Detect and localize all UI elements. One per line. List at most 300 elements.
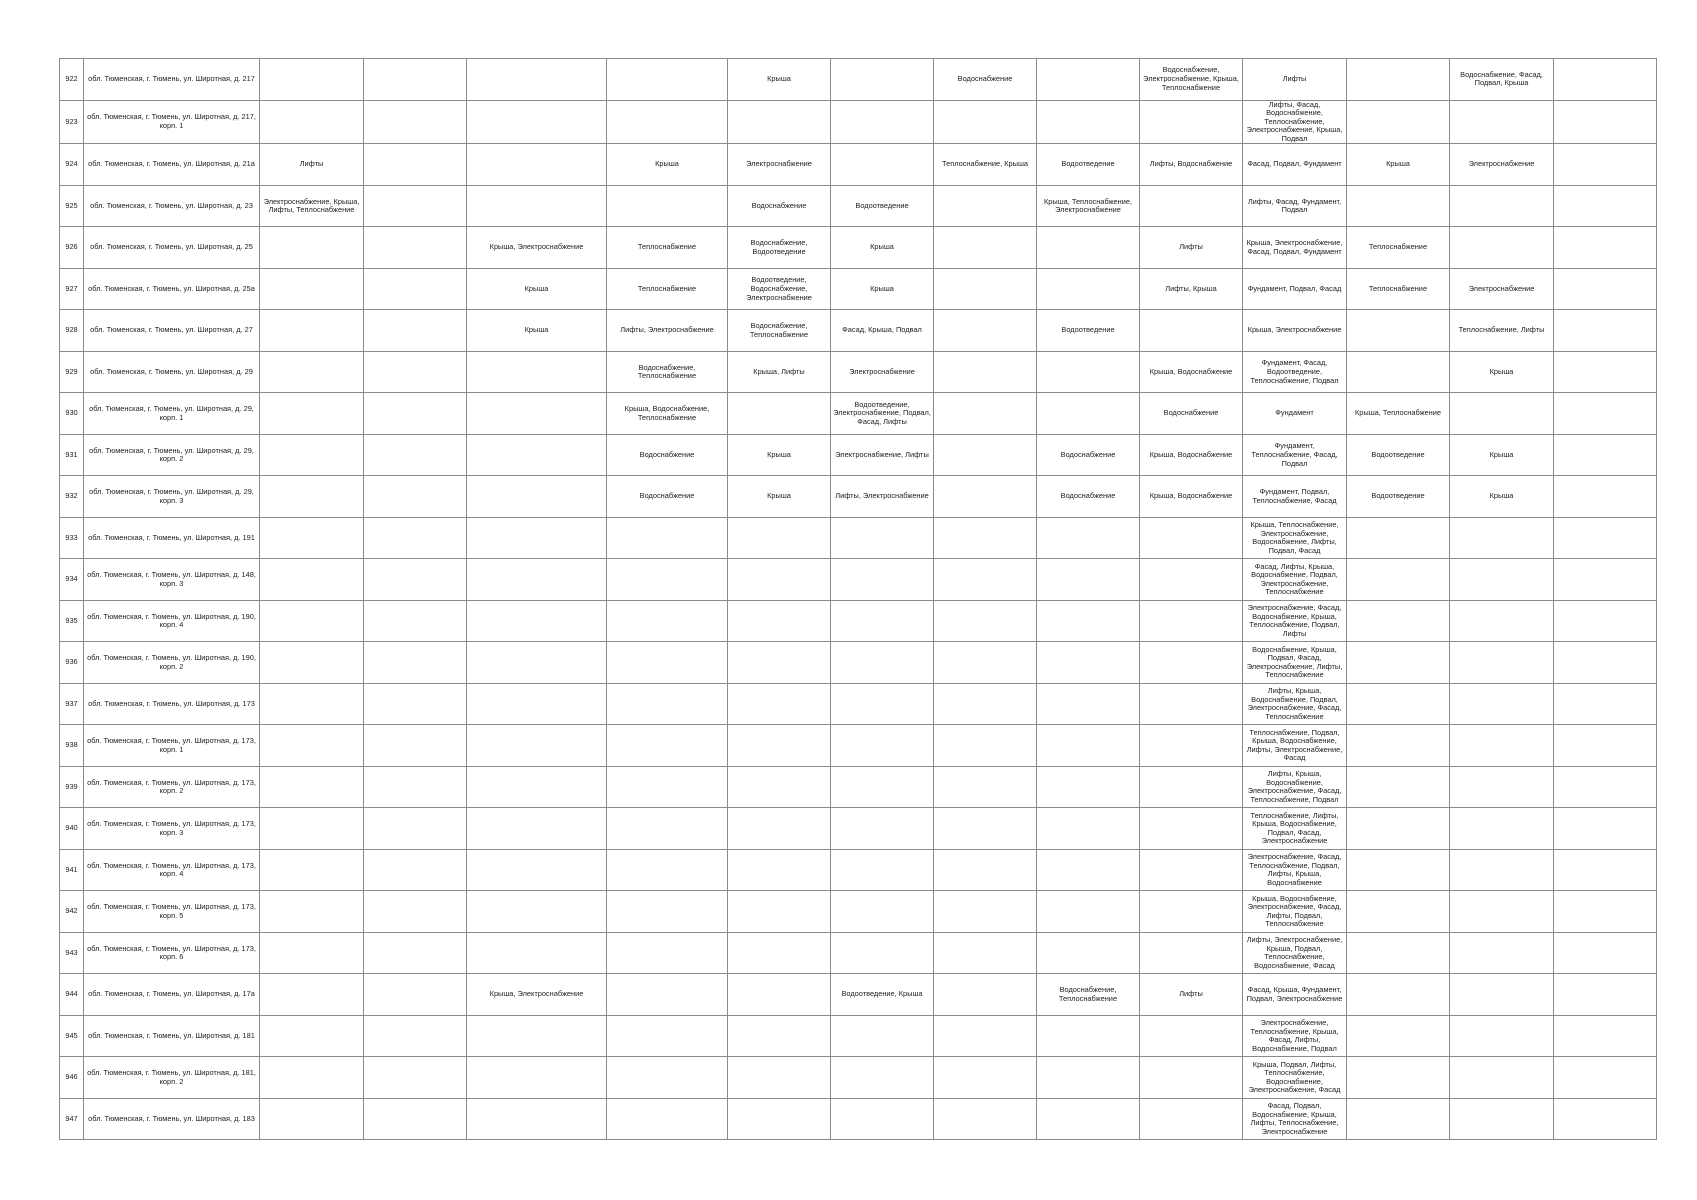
work-type-cell <box>934 849 1037 891</box>
work-type-cell: Водоснабжение <box>607 476 728 518</box>
work-type-cell <box>728 1098 831 1140</box>
work-type-cell <box>934 1015 1037 1057</box>
address-cell: обл. Тюменская, г. Тюмень, ул. Широтная, д. 29, корп. 2 <box>84 434 260 476</box>
work-type-cell <box>728 725 831 767</box>
work-type-cell <box>831 59 934 101</box>
work-type-cell <box>364 974 467 1016</box>
table-body <box>60 59 1657 1140</box>
work-type-cell <box>1037 808 1140 850</box>
work-type-cell <box>934 683 1037 725</box>
work-type-cell <box>260 1057 364 1099</box>
table-row <box>60 683 1657 725</box>
work-type-cell <box>1554 891 1657 933</box>
work-type-cell <box>1347 849 1450 891</box>
work-type-cell <box>1450 227 1554 269</box>
row-number-cell: 928 <box>60 310 84 352</box>
work-type-cell: Фундамент, Теплоснабжение, Фасад, Подвал <box>1243 434 1347 476</box>
work-type-cell <box>728 766 831 808</box>
work-type-cell: Лифты, Электроснабжение <box>607 310 728 352</box>
work-type-cell <box>364 476 467 518</box>
work-type-cell: Крыша <box>1450 434 1554 476</box>
work-type-cell <box>1140 1015 1243 1057</box>
work-type-cell <box>364 185 467 227</box>
row-number-cell: 924 <box>60 144 84 186</box>
work-type-cell: Теплоснабжение, Лифты, Крыша, Водоснабжение, Подвал, Фасад, Электроснабжение <box>1243 808 1347 850</box>
work-type-cell <box>260 600 364 642</box>
work-type-cell <box>934 1098 1037 1140</box>
work-type-cell <box>260 59 364 101</box>
work-type-cell: Фасад, Подвал, Водоснабжение, Крыша, Лифты, Теплоснабжение, Электроснабжение <box>1243 1098 1347 1140</box>
work-type-cell <box>467 144 607 186</box>
work-type-cell <box>364 808 467 850</box>
address-cell: обл. Тюменская, г. Тюмень, ул. Широтная, д. 25 <box>84 227 260 269</box>
work-type-cell <box>934 517 1037 559</box>
work-type-cell <box>1450 1015 1554 1057</box>
address-cell: обл. Тюменская, г. Тюмень, ул. Широтная, д. 29 <box>84 351 260 393</box>
work-type-cell <box>831 559 934 601</box>
row-number-cell: 930 <box>60 393 84 435</box>
address-cell: обл. Тюменская, г. Тюмень, ул. Широтная, д. 191 <box>84 517 260 559</box>
work-type-cell <box>607 100 728 144</box>
work-type-cell <box>1347 932 1450 974</box>
work-type-cell: Крыша, Подвал, Лифты, Теплоснабжение, Водоснабжение, Электроснабжение, Фасад <box>1243 1057 1347 1099</box>
address-cell: обл. Тюменская, г. Тюмень, ул. Широтная, д. 29, корп. 3 <box>84 476 260 518</box>
work-type-cell <box>607 642 728 684</box>
work-type-cell <box>260 559 364 601</box>
work-type-cell <box>607 766 728 808</box>
work-type-cell <box>728 1015 831 1057</box>
work-type-cell <box>1140 808 1243 850</box>
work-type-cell <box>1037 393 1140 435</box>
work-type-cell <box>1347 974 1450 1016</box>
work-type-cell <box>1037 683 1140 725</box>
work-type-cell <box>260 891 364 933</box>
work-type-cell <box>934 434 1037 476</box>
table-row <box>60 434 1657 476</box>
work-type-cell: Электроснабжение, Фасад, Водоснабжение, Крыша, Теплоснабжение, Подвал, Лифты <box>1243 600 1347 642</box>
work-type-cell: Электроснабжение, Крыша, Лифты, Теплоснабжение <box>260 185 364 227</box>
work-type-cell <box>1554 185 1657 227</box>
work-type-cell <box>1554 808 1657 850</box>
table-row <box>60 600 1657 642</box>
work-type-cell: Крыша, Электроснабжение <box>467 974 607 1016</box>
work-type-cell <box>1037 351 1140 393</box>
row-number-cell: 946 <box>60 1057 84 1099</box>
work-type-cell <box>1554 559 1657 601</box>
work-type-cell <box>1140 185 1243 227</box>
work-type-cell <box>1347 766 1450 808</box>
work-type-cell: Водоотведение <box>1037 144 1140 186</box>
work-type-cell: Крыша, Теплоснабжение <box>1347 393 1450 435</box>
work-type-cell <box>364 144 467 186</box>
work-type-cell <box>607 1098 728 1140</box>
work-type-cell <box>467 517 607 559</box>
work-type-cell <box>260 725 364 767</box>
work-type-cell <box>1554 600 1657 642</box>
row-number-cell: 942 <box>60 891 84 933</box>
work-type-cell: Лифты <box>1140 227 1243 269</box>
work-type-cell <box>467 1098 607 1140</box>
work-type-cell: Электроснабжение, Лифты <box>831 434 934 476</box>
work-type-cell <box>1037 932 1140 974</box>
work-type-cell <box>1450 559 1554 601</box>
work-type-cell: Теплоснабжение <box>1347 227 1450 269</box>
work-type-cell <box>1450 1098 1554 1140</box>
work-type-cell <box>364 517 467 559</box>
work-type-cell <box>364 1057 467 1099</box>
work-type-cell <box>934 100 1037 144</box>
work-type-cell: Фасад, Крыша, Фундамент, Подвал, Электроснабжение <box>1243 974 1347 1016</box>
work-type-cell <box>934 766 1037 808</box>
work-type-cell <box>934 393 1037 435</box>
work-type-cell <box>934 185 1037 227</box>
work-type-cell <box>1347 642 1450 684</box>
work-type-cell: Лифты, Водоснабжение <box>1140 144 1243 186</box>
table-row <box>60 144 1657 186</box>
work-type-cell <box>1554 683 1657 725</box>
work-type-cell <box>364 766 467 808</box>
work-type-cell: Теплоснабжение, Крыша <box>934 144 1037 186</box>
row-number-cell: 925 <box>60 185 84 227</box>
work-type-cell <box>260 517 364 559</box>
work-type-cell <box>364 725 467 767</box>
work-type-cell <box>934 932 1037 974</box>
table-row <box>60 1015 1657 1057</box>
work-type-cell: Лифты, Фасад, Фундамент, Подвал <box>1243 185 1347 227</box>
work-type-cell: Крыша, Водоснабжение <box>1140 351 1243 393</box>
work-type-cell <box>364 600 467 642</box>
work-type-cell <box>1037 59 1140 101</box>
work-type-cell: Водоснабжение <box>1037 434 1140 476</box>
work-type-cell <box>1140 725 1243 767</box>
table-row <box>60 1098 1657 1140</box>
address-cell: обл. Тюменская, г. Тюмень, ул. Широтная, д. 23 <box>84 185 260 227</box>
work-type-cell <box>1450 891 1554 933</box>
work-type-cell <box>1347 100 1450 144</box>
work-type-cell: Фундамент, Фасад, Водоотведение, Теплоснабжение, Подвал <box>1243 351 1347 393</box>
work-type-cell <box>1554 849 1657 891</box>
address-cell: обл. Тюменская, г. Тюмень, ул. Широтная, д. 173, корп. 2 <box>84 766 260 808</box>
row-number-cell: 922 <box>60 59 84 101</box>
table-row <box>60 59 1657 101</box>
table-row <box>60 227 1657 269</box>
work-type-cell <box>260 1098 364 1140</box>
address-cell: обл. Тюменская, г. Тюмень, ул. Широтная, д. 173, корп. 5 <box>84 891 260 933</box>
table-row <box>60 891 1657 933</box>
work-type-cell <box>1450 600 1554 642</box>
work-type-cell <box>728 849 831 891</box>
work-type-cell <box>1347 59 1450 101</box>
work-type-cell <box>467 1057 607 1099</box>
work-type-cell: Крыша, Водоснабжение, Теплоснабжение <box>607 393 728 435</box>
work-type-cell: Лифты <box>1243 59 1347 101</box>
work-type-cell <box>1140 766 1243 808</box>
work-type-cell <box>1347 310 1450 352</box>
work-type-cell <box>934 351 1037 393</box>
work-type-cell: Крыша <box>728 434 831 476</box>
work-type-cell <box>364 1098 467 1140</box>
address-cell: обл. Тюменская, г. Тюмень, ул. Широтная, д. 27 <box>84 310 260 352</box>
address-cell: обл. Тюменская, г. Тюмень, ул. Широтная, д. 217, корп. 1 <box>84 100 260 144</box>
work-type-cell <box>467 766 607 808</box>
address-cell: обл. Тюменская, г. Тюмень, ул. Широтная, д. 173, корп. 1 <box>84 725 260 767</box>
work-type-cell: Крыша, Лифты <box>728 351 831 393</box>
work-type-cell <box>364 642 467 684</box>
table-row <box>60 268 1657 310</box>
work-type-cell <box>364 393 467 435</box>
work-type-cell: Водоотведение <box>1347 476 1450 518</box>
work-type-cell: Водоснабжение <box>934 59 1037 101</box>
work-type-cell <box>260 974 364 1016</box>
row-number-cell: 929 <box>60 351 84 393</box>
work-type-cell <box>831 1015 934 1057</box>
work-type-cell <box>831 683 934 725</box>
work-type-cell: Крыша <box>728 59 831 101</box>
work-type-cell <box>934 974 1037 1016</box>
table-row <box>60 351 1657 393</box>
work-type-cell <box>467 642 607 684</box>
work-type-cell <box>607 683 728 725</box>
work-type-cell <box>260 351 364 393</box>
work-type-cell <box>728 100 831 144</box>
work-type-cell: Водоснабжение, Теплоснабжение <box>728 310 831 352</box>
work-type-cell <box>1554 59 1657 101</box>
work-type-cell <box>1037 891 1140 933</box>
table-row <box>60 725 1657 767</box>
address-cell: обл. Тюменская, г. Тюмень, ул. Широтная, д. 217 <box>84 59 260 101</box>
work-type-cell <box>728 600 831 642</box>
work-type-cell <box>1140 310 1243 352</box>
work-type-cell <box>1554 932 1657 974</box>
row-number-cell: 932 <box>60 476 84 518</box>
work-type-cell <box>1347 517 1450 559</box>
work-type-cell: Крыша <box>467 268 607 310</box>
work-type-cell: Крыша <box>1347 144 1450 186</box>
address-cell: обл. Тюменская, г. Тюмень, ул. Широтная, д. 190, корп. 4 <box>84 600 260 642</box>
work-type-cell <box>467 891 607 933</box>
work-type-cell <box>1037 268 1140 310</box>
row-number-cell: 923 <box>60 100 84 144</box>
work-type-cell <box>607 185 728 227</box>
work-type-cell <box>831 849 934 891</box>
table-row <box>60 1057 1657 1099</box>
work-type-cell <box>1347 891 1450 933</box>
work-type-cell: Фундамент <box>1243 393 1347 435</box>
work-type-cell: Лифты <box>260 144 364 186</box>
work-type-cell <box>1347 351 1450 393</box>
work-type-cell <box>1554 310 1657 352</box>
row-number-cell: 940 <box>60 808 84 850</box>
work-type-cell <box>728 642 831 684</box>
work-type-cell <box>1140 600 1243 642</box>
work-type-cell: Крыша <box>607 144 728 186</box>
work-type-cell <box>934 642 1037 684</box>
work-type-cell <box>364 227 467 269</box>
work-type-cell <box>260 683 364 725</box>
work-type-cell: Лифты, Электроснабжение, Крыша, Подвал, Теплоснабжение, Водоснабжение, Фасад <box>1243 932 1347 974</box>
work-type-cell <box>1554 100 1657 144</box>
work-type-cell <box>1140 1098 1243 1140</box>
work-type-cell <box>1450 393 1554 435</box>
work-type-cell <box>831 808 934 850</box>
work-type-cell <box>364 559 467 601</box>
table-row <box>60 808 1657 850</box>
work-type-cell <box>1554 227 1657 269</box>
work-type-cell: Теплоснабжение <box>607 268 728 310</box>
work-type-cell <box>1347 725 1450 767</box>
repair-schedule-table <box>59 58 1657 1140</box>
work-type-cell <box>467 600 607 642</box>
work-type-cell <box>1037 1098 1140 1140</box>
work-type-cell <box>1554 1057 1657 1099</box>
work-type-cell <box>467 1015 607 1057</box>
work-type-cell <box>1140 1057 1243 1099</box>
work-type-cell <box>364 351 467 393</box>
work-type-cell <box>934 268 1037 310</box>
work-type-cell <box>1037 100 1140 144</box>
row-number-cell: 944 <box>60 974 84 1016</box>
work-type-cell <box>728 932 831 974</box>
work-type-cell <box>1037 517 1140 559</box>
work-type-cell <box>1450 642 1554 684</box>
work-type-cell <box>467 185 607 227</box>
work-type-cell <box>1450 185 1554 227</box>
row-number-cell: 939 <box>60 766 84 808</box>
work-type-cell <box>364 434 467 476</box>
work-type-cell <box>1037 725 1140 767</box>
work-type-cell: Крыша, Теплоснабжение, Электроснабжение, Водоснабжение, Лифты, Подвал, Фасад <box>1243 517 1347 559</box>
work-type-cell <box>934 476 1037 518</box>
row-number-cell: 938 <box>60 725 84 767</box>
work-type-cell <box>607 932 728 974</box>
work-type-cell <box>728 974 831 1016</box>
work-type-cell <box>467 434 607 476</box>
address-cell: обл. Тюменская, г. Тюмень, ул. Широтная, д. 181, корп. 2 <box>84 1057 260 1099</box>
work-type-cell: Водоотведение, Электроснабжение, Подвал, Фасад, Лифты <box>831 393 934 435</box>
work-type-cell <box>1554 974 1657 1016</box>
work-type-cell <box>1554 766 1657 808</box>
row-number-cell: 937 <box>60 683 84 725</box>
work-type-cell <box>260 434 364 476</box>
work-type-cell <box>1554 1098 1657 1140</box>
work-type-cell <box>607 849 728 891</box>
work-type-cell <box>1554 1015 1657 1057</box>
work-type-cell <box>1347 1057 1450 1099</box>
work-type-cell: Водоотведение, Водоснабжение, Электроснабжение <box>728 268 831 310</box>
work-type-cell <box>607 808 728 850</box>
work-type-cell <box>934 559 1037 601</box>
work-type-cell <box>364 268 467 310</box>
row-number-cell: 933 <box>60 517 84 559</box>
address-cell: обл. Тюменская, г. Тюмень, ул. Широтная, д. 21а <box>84 144 260 186</box>
work-type-cell <box>467 59 607 101</box>
work-type-cell: Электроснабжение <box>1450 144 1554 186</box>
row-number-cell: 947 <box>60 1098 84 1140</box>
work-type-cell <box>1450 517 1554 559</box>
work-type-cell: Теплоснабжение, Лифты <box>1450 310 1554 352</box>
work-type-cell <box>831 1057 934 1099</box>
work-type-cell <box>1450 808 1554 850</box>
work-type-cell <box>728 559 831 601</box>
work-type-cell <box>1347 600 1450 642</box>
work-type-cell <box>728 683 831 725</box>
work-type-cell <box>260 227 364 269</box>
work-type-cell: Фасад, Лифты, Крыша, Водоснабжение, Подвал, Электроснабжение, Теплоснабжение <box>1243 559 1347 601</box>
work-type-cell <box>1450 766 1554 808</box>
work-type-cell: Лифты, Крыша, Водоснабжение, Электроснабжение, Фасад, Теплоснабжение, Подвал <box>1243 766 1347 808</box>
work-type-cell: Электроснабжение <box>831 351 934 393</box>
work-type-cell <box>607 559 728 601</box>
work-type-cell <box>260 393 364 435</box>
work-type-cell: Водоснабжение <box>607 434 728 476</box>
work-type-cell <box>831 891 934 933</box>
work-type-cell <box>607 600 728 642</box>
work-type-cell <box>1450 974 1554 1016</box>
work-type-cell <box>1450 100 1554 144</box>
work-type-cell <box>934 725 1037 767</box>
work-type-cell <box>728 517 831 559</box>
work-type-cell: Водоснабжение <box>1037 476 1140 518</box>
work-type-cell <box>1140 683 1243 725</box>
work-type-cell <box>1450 849 1554 891</box>
work-type-cell <box>1450 683 1554 725</box>
work-type-cell <box>1140 891 1243 933</box>
table-row <box>60 849 1657 891</box>
work-type-cell <box>364 932 467 974</box>
work-type-cell: Лифты, Крыша <box>1140 268 1243 310</box>
work-type-cell <box>728 393 831 435</box>
work-type-cell <box>1037 1057 1140 1099</box>
work-type-cell <box>831 725 934 767</box>
address-cell: обл. Тюменская, г. Тюмень, ул. Широтная, д. 25а <box>84 268 260 310</box>
work-type-cell <box>1037 766 1140 808</box>
work-type-cell <box>1347 808 1450 850</box>
table-row <box>60 100 1657 144</box>
work-type-cell <box>467 808 607 850</box>
table-row <box>60 310 1657 352</box>
work-type-cell <box>364 1015 467 1057</box>
work-type-cell: Водоснабжение, Крыша, Подвал, Фасад, Электроснабжение, Лифты, Теплоснабжение <box>1243 642 1347 684</box>
work-type-cell <box>728 808 831 850</box>
table-row <box>60 642 1657 684</box>
work-type-cell: Лифты <box>1140 974 1243 1016</box>
table-row <box>60 393 1657 435</box>
work-type-cell <box>1347 185 1450 227</box>
work-type-cell: Крыша <box>1450 351 1554 393</box>
work-type-cell: Водоотведение <box>831 185 934 227</box>
work-type-cell: Водоснабжение, Теплоснабжение <box>607 351 728 393</box>
work-type-cell <box>1037 600 1140 642</box>
work-type-cell <box>467 351 607 393</box>
work-type-cell: Водоснабжение, Водоотведение <box>728 227 831 269</box>
work-type-cell <box>934 808 1037 850</box>
work-type-cell: Фундамент, Подвал, Фасад <box>1243 268 1347 310</box>
work-type-cell <box>831 600 934 642</box>
work-type-cell: Лифты, Электроснабжение <box>831 476 934 518</box>
work-type-cell: Электроснабжение, Теплоснабжение, Крыша, Фасад, Лифты, Водоснабжение, Подвал <box>1243 1015 1347 1057</box>
work-type-cell <box>1037 849 1140 891</box>
table-row <box>60 932 1657 974</box>
work-type-cell <box>607 725 728 767</box>
work-type-cell: Крыша, Электроснабжение, Фасад, Подвал, Фундамент <box>1243 227 1347 269</box>
work-type-cell <box>364 683 467 725</box>
work-type-cell <box>831 517 934 559</box>
work-type-cell <box>260 100 364 144</box>
work-type-cell <box>1140 559 1243 601</box>
work-type-cell: Теплоснабжение, Подвал, Крыша, Водоснабжение, Лифты, Электроснабжение, Фасад <box>1243 725 1347 767</box>
work-type-cell: Лифты, Фасад, Водоснабжение, Теплоснабжение, Электроснабжение, Крыша, Подвал <box>1243 100 1347 144</box>
table-row <box>60 766 1657 808</box>
